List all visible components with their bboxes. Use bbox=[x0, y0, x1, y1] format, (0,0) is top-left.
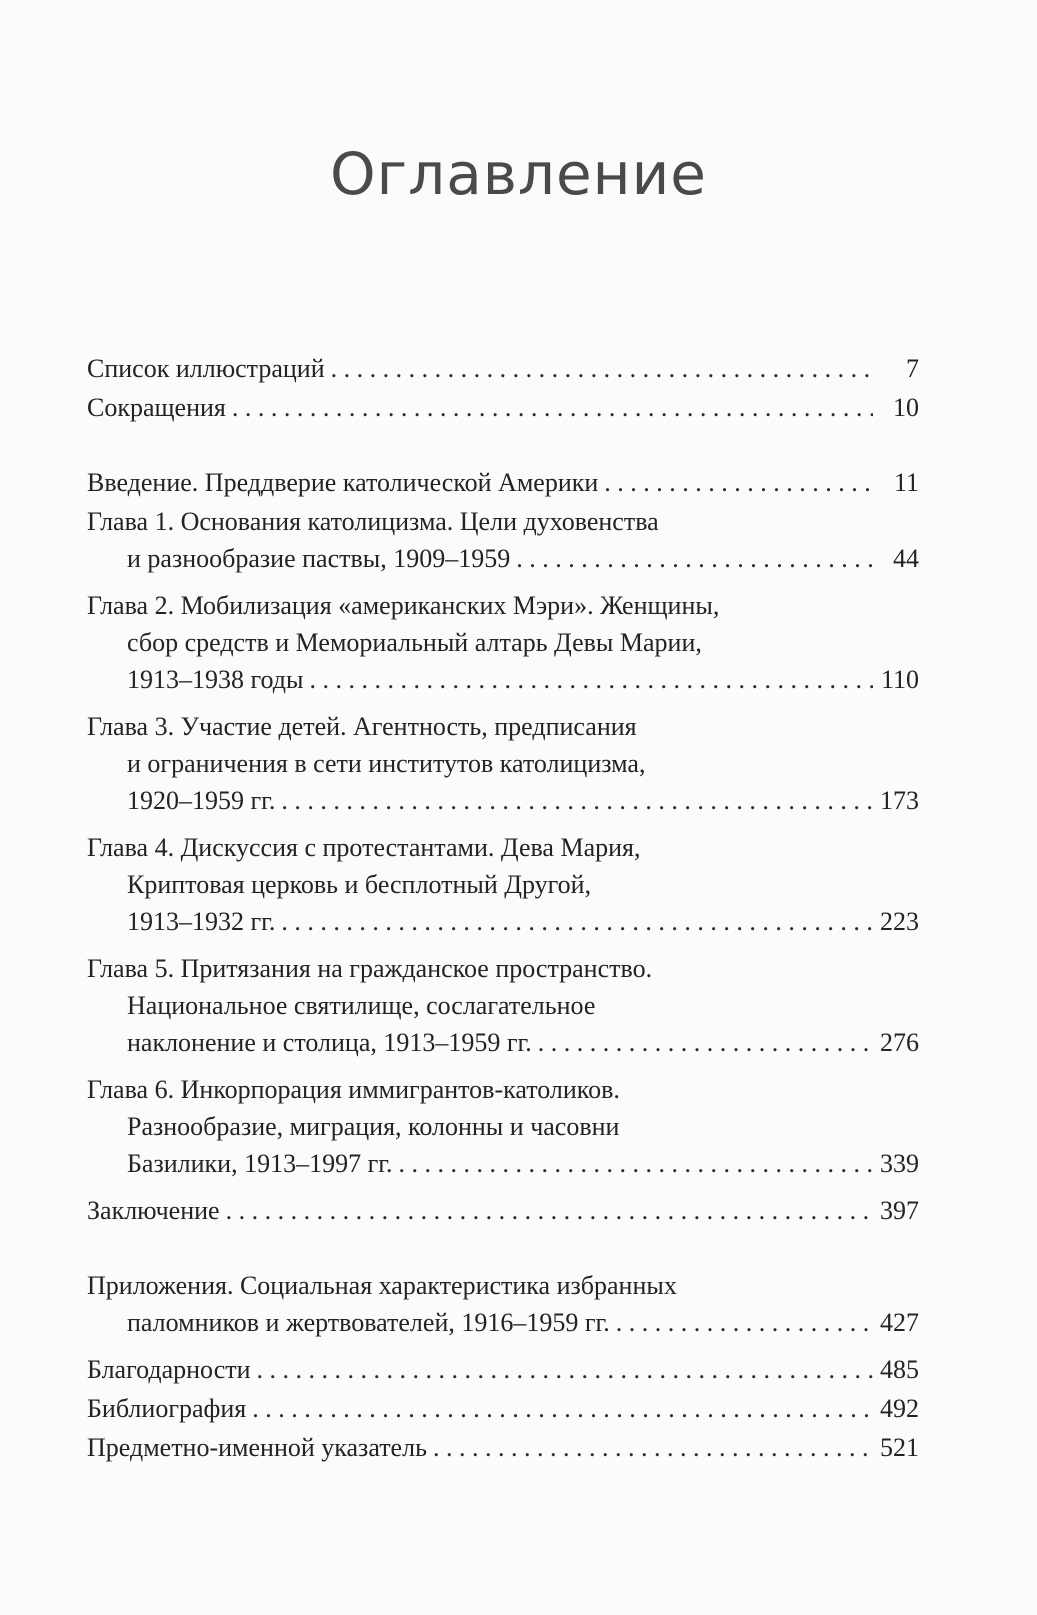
toc-entry-line: Разнообразие, миграция, колонны и часовни bbox=[127, 1112, 620, 1141]
page-number: 44 bbox=[893, 544, 919, 573]
toc-entry-line: 1913–1932 гг. bbox=[127, 907, 276, 936]
toc-entry-line: Введение. Преддверие католической Америки bbox=[87, 468, 599, 497]
page-number: 339 bbox=[880, 1149, 919, 1178]
dot-leader bbox=[616, 1304, 873, 1341]
toc-entry[interactable] bbox=[87, 587, 919, 698]
toc-entry-line: Библиография bbox=[87, 1394, 247, 1423]
group-separator bbox=[87, 1231, 919, 1267]
toc-entry[interactable] bbox=[87, 1192, 919, 1229]
toc-entry-line: Список иллюстраций bbox=[87, 354, 325, 383]
dot-leader bbox=[604, 464, 873, 501]
toc-entry-line: Глава 1. Основания католицизма. Цели духовенства bbox=[87, 507, 659, 536]
dot-leader bbox=[252, 1390, 873, 1427]
toc-entry-line: сбор средств и Мемориальный алтарь Девы Марии, bbox=[127, 628, 702, 657]
page-number: 7 bbox=[906, 354, 919, 383]
toc-entry-line: Приложения. Социальная характеристика избранных bbox=[87, 1271, 677, 1300]
page-number: 110 bbox=[880, 665, 919, 694]
toc-entry[interactable] bbox=[87, 1429, 919, 1466]
page-number: 11 bbox=[893, 468, 919, 497]
toc-entry-line: и разнообразие паствы, 1909–1959 bbox=[127, 544, 511, 573]
toc-entry[interactable] bbox=[87, 464, 919, 501]
dot-leader bbox=[331, 350, 873, 387]
table-of-contents bbox=[87, 350, 919, 1468]
toc-entry-line: Сокращения bbox=[87, 393, 226, 422]
toc-entry[interactable] bbox=[87, 389, 919, 426]
toc-entry-line: паломников и жертвователей, 1916–1959 гг. bbox=[127, 1308, 610, 1337]
toc-entry-line: и ограничения в сети институтов католицизма, bbox=[127, 749, 646, 778]
toc-entry-line: Заключение bbox=[87, 1196, 220, 1225]
page-number: 397 bbox=[880, 1196, 919, 1225]
page-number: 10 bbox=[893, 393, 919, 422]
toc-entry-line: Криптовая церковь и бесплотный Другой, bbox=[127, 870, 592, 899]
toc-entry[interactable] bbox=[87, 1071, 919, 1182]
dot-leader bbox=[433, 1429, 873, 1466]
page-number: 276 bbox=[880, 1028, 919, 1057]
dot-leader bbox=[516, 540, 873, 577]
toc-entry[interactable] bbox=[87, 1267, 919, 1341]
group-separator bbox=[87, 428, 919, 464]
toc-entry-line: Глава 2. Мобилизация «американских Мэри». Женщины, bbox=[87, 591, 720, 620]
toc-entry[interactable] bbox=[87, 950, 919, 1061]
toc-entry-line: 1920–1959 гг. bbox=[127, 786, 276, 815]
toc-entry-line: 1913–1938 годы bbox=[127, 665, 304, 694]
toc-entry-line: Глава 5. Притязания на гражданское пространство. bbox=[87, 954, 653, 983]
toc-entry-line: Предметно-именной указатель bbox=[87, 1433, 427, 1462]
toc-entry-line: Глава 3. Участие детей. Агентность, предписания bbox=[87, 712, 637, 741]
toc-entry[interactable] bbox=[87, 829, 919, 940]
toc-entry-line: Национальное святилище, сослагательное bbox=[127, 991, 596, 1020]
page-number: 485 bbox=[880, 1355, 919, 1384]
toc-entry[interactable] bbox=[87, 1390, 919, 1427]
dot-leader bbox=[281, 782, 873, 819]
page-number: 521 bbox=[880, 1433, 919, 1462]
toc-entry[interactable] bbox=[87, 708, 919, 819]
toc-entry[interactable] bbox=[87, 503, 919, 577]
dot-leader bbox=[232, 389, 873, 426]
toc-entry-line: Благодарности bbox=[87, 1355, 251, 1384]
page-title: Оглавление bbox=[330, 140, 707, 208]
page-number: 223 bbox=[880, 907, 919, 936]
dot-leader bbox=[257, 1351, 873, 1388]
toc-entry-line: Глава 4. Дискуссия с протестантами. Дева Мария, bbox=[87, 833, 641, 862]
page-number: 492 bbox=[880, 1394, 919, 1423]
dot-leader bbox=[398, 1145, 873, 1182]
toc-entry-line: Базилики, 1913–1997 гг. bbox=[127, 1149, 393, 1178]
page-number: 427 bbox=[880, 1308, 919, 1337]
toc-entry-line: наклонение и столица, 1913–1959 гг. bbox=[127, 1028, 532, 1057]
dot-leader bbox=[281, 903, 873, 940]
page-number: 173 bbox=[880, 786, 919, 815]
dot-leader bbox=[309, 661, 873, 698]
toc-entry-line: Глава 6. Инкорпорация иммигрантов-католиков. bbox=[87, 1075, 620, 1104]
toc-entry[interactable] bbox=[87, 350, 919, 387]
dot-leader bbox=[538, 1024, 873, 1061]
dot-leader bbox=[226, 1192, 873, 1229]
toc-entry[interactable] bbox=[87, 1351, 919, 1388]
